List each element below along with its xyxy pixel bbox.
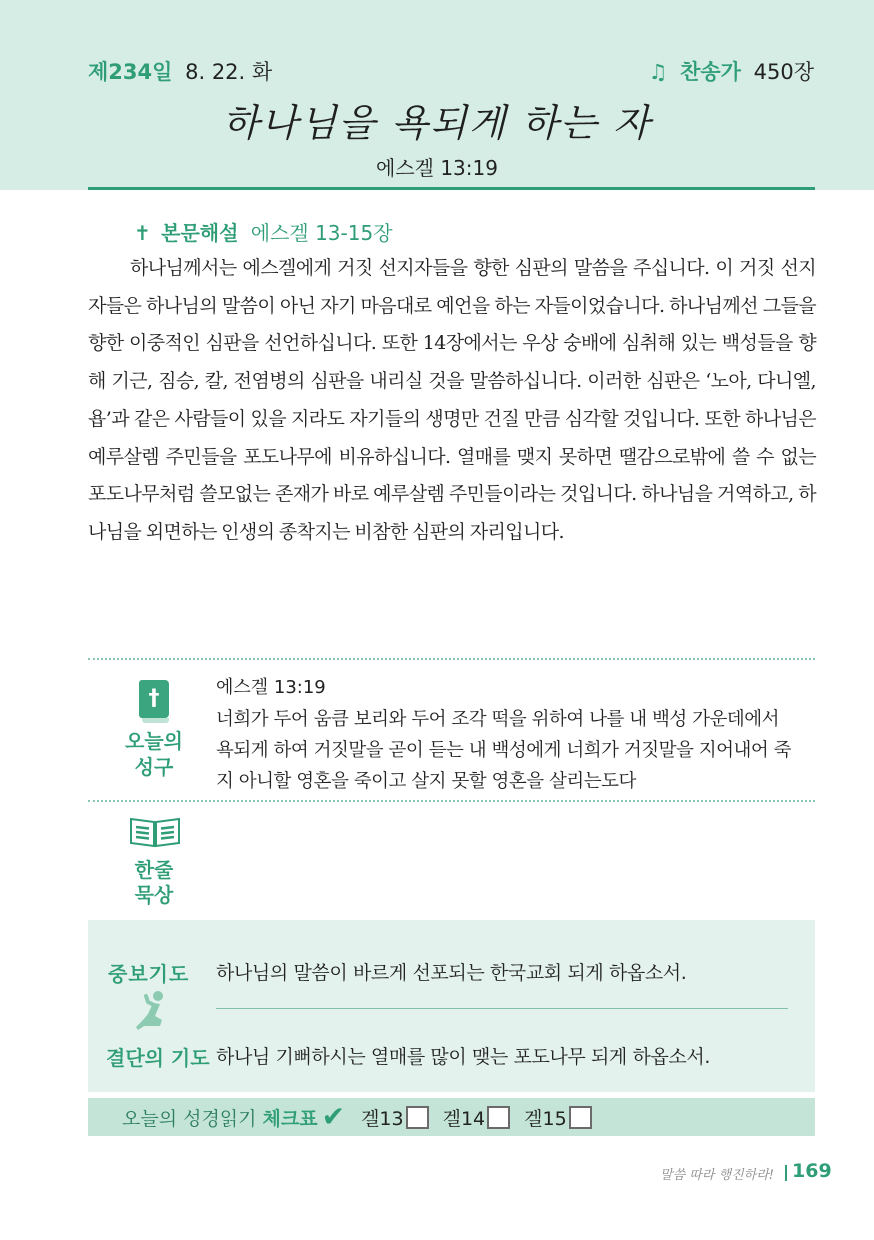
hymn-label: 찬송가 <box>680 60 741 84</box>
commentary-range: 에스겔 13-15장 <box>250 221 393 245</box>
prayer-divider <box>216 1008 788 1009</box>
checklist-item[interactable] <box>361 1104 429 1131</box>
music-note-icon: ♫ <box>648 60 668 84</box>
day-label: 제234일 <box>88 60 173 84</box>
open-book-icon <box>128 816 182 848</box>
commentary-heading <box>134 217 393 246</box>
title-divider <box>88 187 815 190</box>
checkmark-icon: ✔ <box>321 1100 346 1133</box>
title-reference: 에스겔 13:19 <box>376 156 498 180</box>
day-and-date <box>88 56 272 86</box>
checklist-item[interactable] <box>443 1104 511 1131</box>
checklist-label: 체크표 <box>262 1107 318 1130</box>
todays-verse-label <box>112 728 196 780</box>
intercession-label: 중보기도 <box>108 962 190 986</box>
checklist-item-label: 겔13 <box>361 1107 404 1130</box>
checklist-prefix: 오늘의 성경읽기 <box>122 1107 257 1130</box>
date: 8. 22. 화 <box>185 60 273 84</box>
cross-icon: ✝ <box>134 221 151 245</box>
meditation-label <box>112 858 196 908</box>
verse-reference: 에스겔 13:19 <box>216 677 326 698</box>
resolution-text: 하나님 기뻐하시는 열매를 많이 맺는 포도나무 되게 하옵소서. <box>216 1046 710 1068</box>
todays-verse-label-line2: 성구 <box>134 755 174 779</box>
section-divider <box>88 800 815 802</box>
page-title: 하나님을 욕되게 하는 자 <box>222 101 652 145</box>
checklist-item-label: 겔14 <box>442 1107 486 1130</box>
footer-separator <box>785 1165 787 1181</box>
meditation-label-line1: 한줄 <box>134 858 174 882</box>
hymn-info <box>649 56 814 86</box>
praying-person-icon <box>134 990 170 1034</box>
commentary-label: 본문해설 <box>161 221 239 245</box>
reading-checklist <box>122 1100 606 1133</box>
bible-icon: † <box>139 680 169 718</box>
resolution-label: 결단의 기도 <box>106 1046 210 1070</box>
commentary-body: 하나님께서는 에스겔에게 거짓 선지자들을 향한 심판의 말씀을 주십니다. 이 거짓 선지자들은 하나님의 말씀이 아닌 자기 마음대로 예언을 하는 자들이었습니다. 하나님께선 그들을 향한 이중적인 심판을 선언하십니다. 또한 14장에서는 우상 숭배에 심취해 있는 백성들을 향해 기근, 짐승, 칼, 전염병의 심판을 내리실 것을 말씀하십니다. 이러한 심판은 ‘노아, 다니엘, 욥’과 같은 사람들이 있을 지라도 자기들의 생명만 건질 만큼 심각할 것입니다. 또한 하나님은 예루살렘 주민들을 포도나무에 비유하십니다. 열매를 맺지 못하면 땔감으로밖에 쓸 수 없는 포도나무처럼 쓸모없는 존재가 바로 예루살렘 주민들이라는 것입니다. 하나님을 거역하고, 하나님을 외면하는 인생의 종착지는 비참한 심판의 자리입니다. <box>88 257 816 543</box>
checklist-item[interactable] <box>524 1104 592 1131</box>
checkbox[interactable] <box>487 1106 510 1129</box>
intercession-text: 하나님의 말씀이 바르게 선포되는 한국교회 되게 하옵소서. <box>216 962 687 984</box>
meditation-label-line2: 묵상 <box>134 883 174 907</box>
hymn-number: 450장 <box>753 60 814 84</box>
page-number: 169 <box>792 1160 832 1182</box>
checkbox[interactable] <box>569 1106 592 1129</box>
section-divider <box>88 658 815 660</box>
checkbox[interactable] <box>406 1106 429 1129</box>
todays-verse-label-line1: 오늘의 <box>125 729 183 753</box>
checklist-item-label: 겔15 <box>524 1107 567 1130</box>
verse-text: 너희가 두어 움큼 보리와 두어 조각 떡을 위하여 나를 내 백성 가운데에서 욕되게 하여 거짓말을 곧이 듣는 내 백성에게 너희가 거짓말을 지어내어 죽지 아니할 영혼을 죽이고 살지 못할 영혼을 살리는도다 <box>216 709 791 792</box>
footer-slogan: 말씀 따라 행진하라! <box>660 1168 774 1183</box>
